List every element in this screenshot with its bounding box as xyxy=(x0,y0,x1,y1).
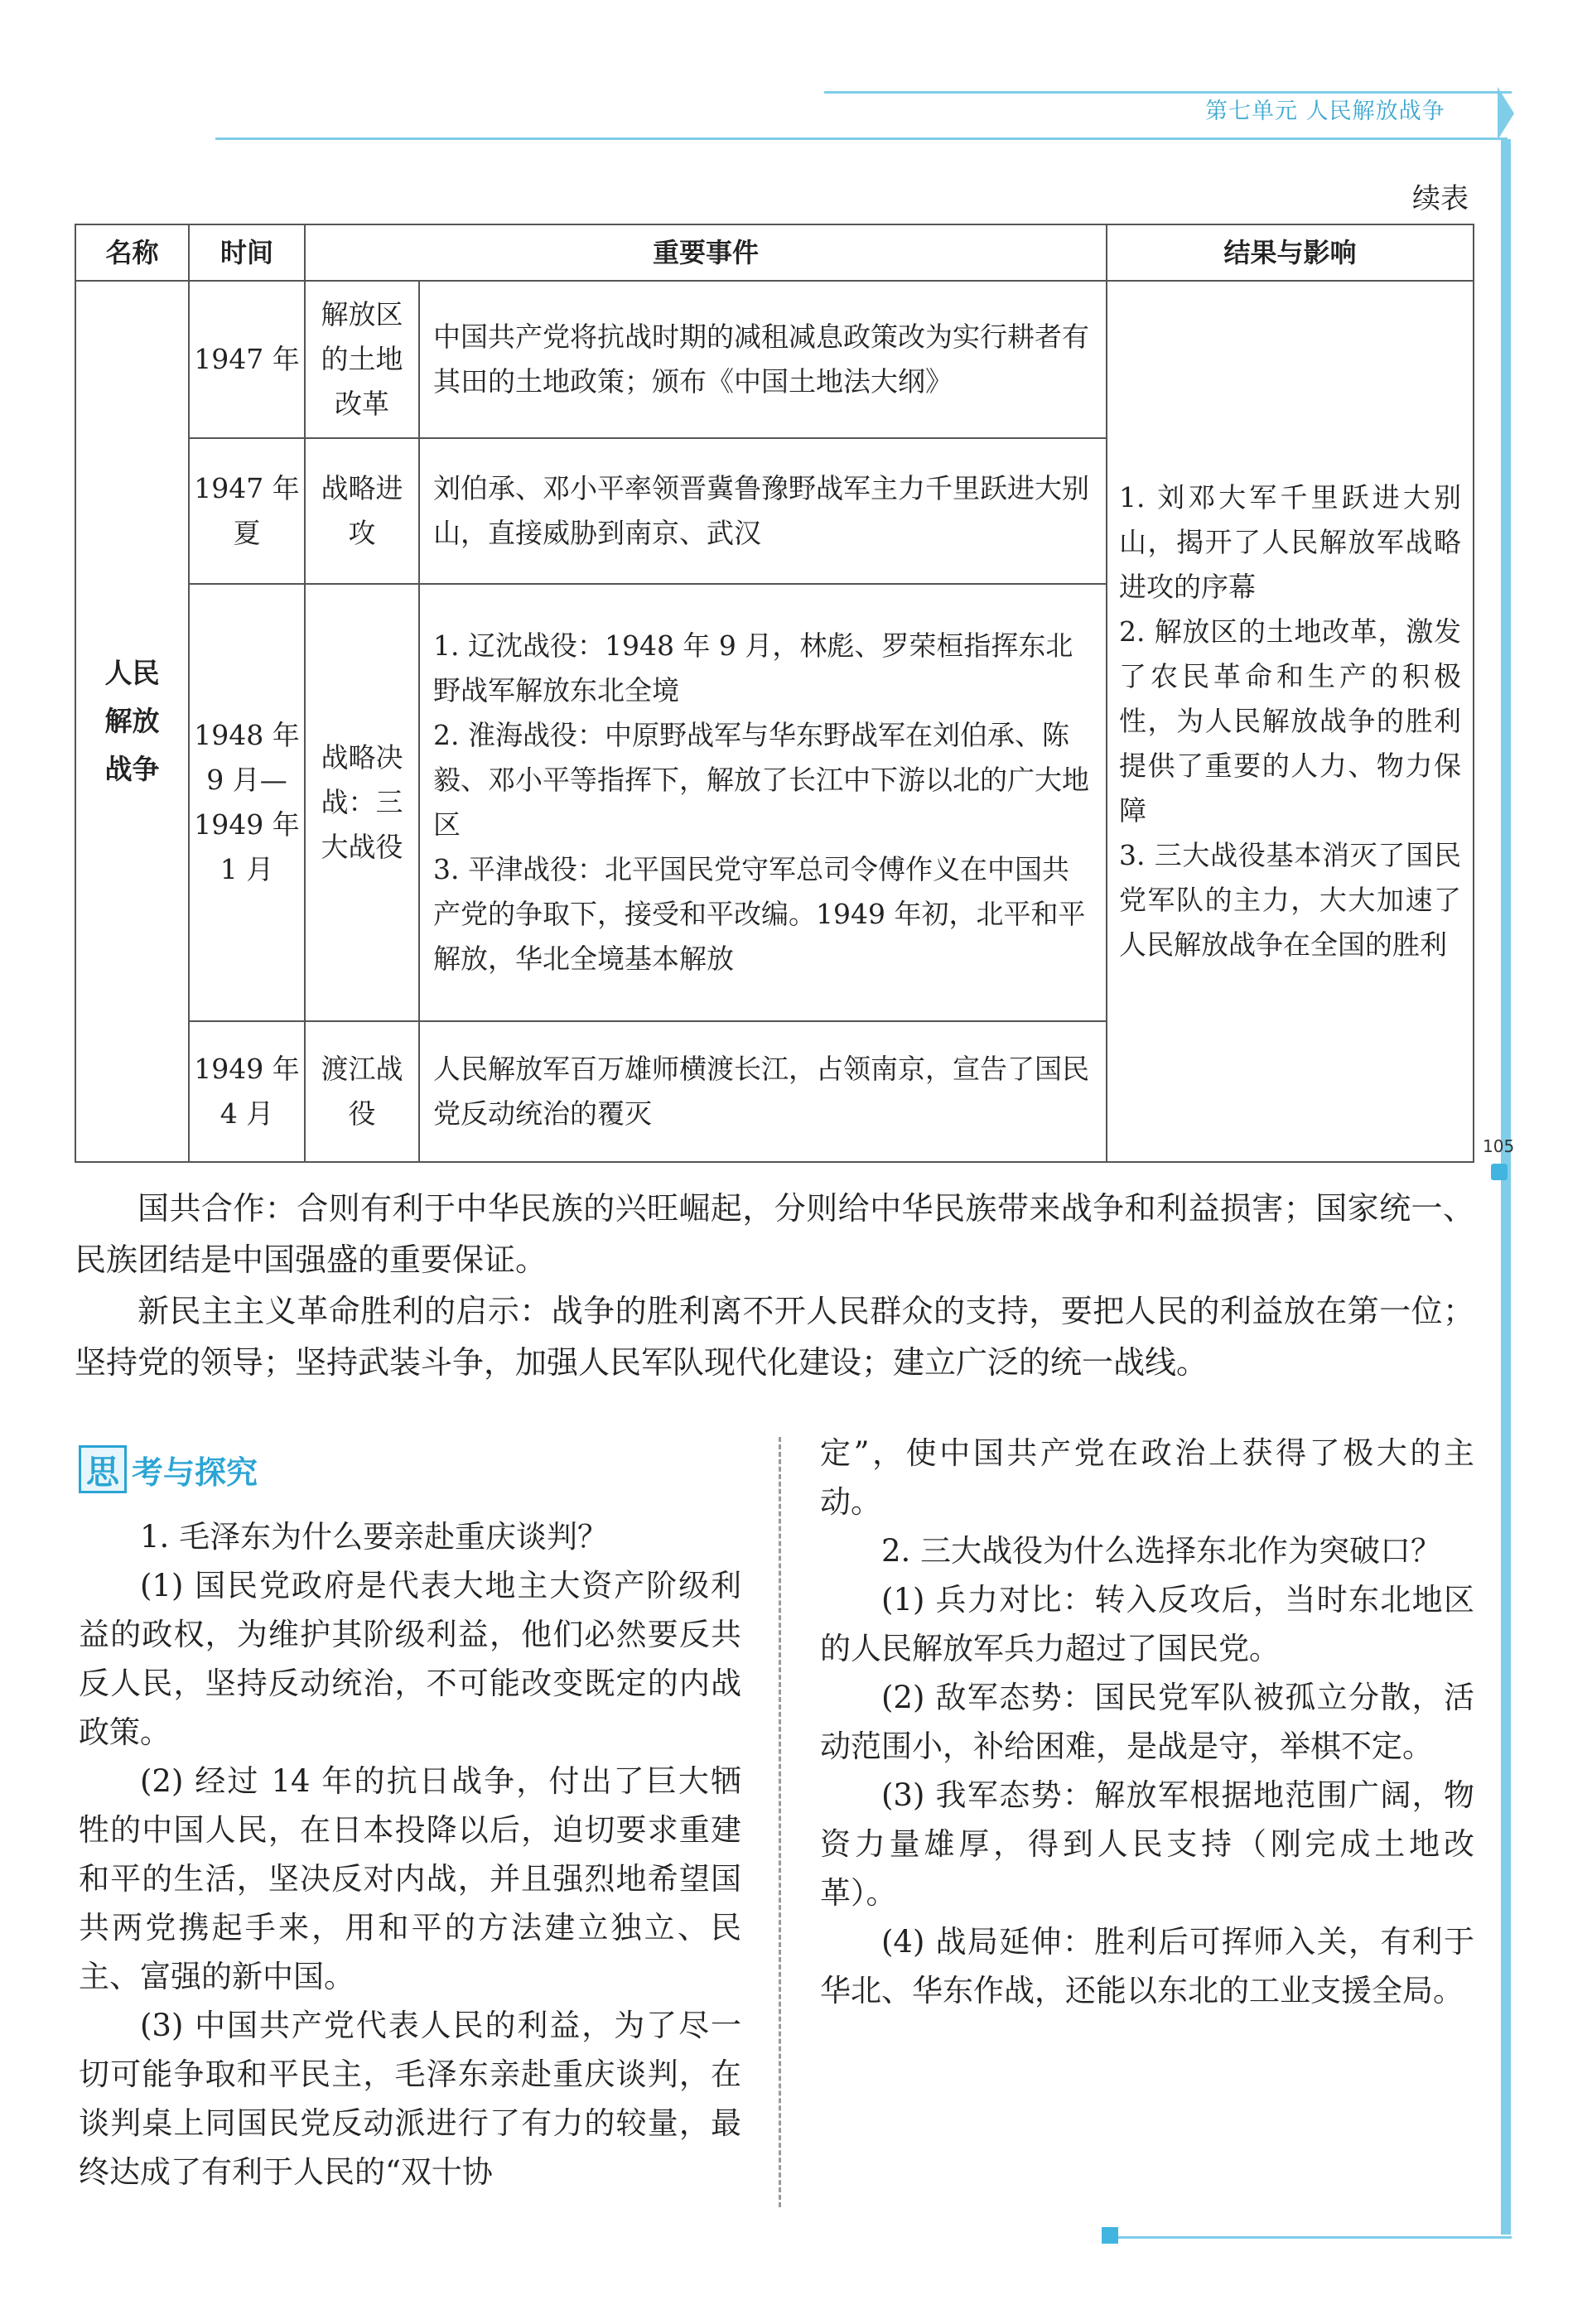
battle-item: 2. 淮海战役：中原野战军与华东野战军在刘伯承、陈毅、邓小平等指挥下，解放了长江中下游以北的广大地区 xyxy=(433,719,1089,841)
side-bar xyxy=(1501,139,1511,2235)
battle-item: 1. 辽沈战役：1948 年 9 月，林彪、罗荣桓指挥东北野战军解放东北全境 xyxy=(433,629,1073,706)
table-header-row xyxy=(75,224,1474,281)
continued-label: 续表 xyxy=(1412,182,1469,215)
battle-item: 3. 平津战役：北平国民党守军总司令傅作义在中国共产党的争取下，接受和平改编。1949 年初，北平和平解放，华北全境基本解放 xyxy=(433,853,1086,975)
answer-point: (3) 我军态势：解放军根据地范围广阔，物资力量雄厚，得到人民支持（刚完成土地改革）。 xyxy=(820,1777,1474,1911)
header-name: 名称 xyxy=(75,224,189,281)
paragraph-cooperation: 国共合作：合则有利于中华民族的兴旺崛起，分则给中华民族带来战争和利益损害；国家统一、民族团结是中国强盛的重要保证。 xyxy=(75,1190,1474,1278)
table-row xyxy=(75,281,1474,438)
think-icon: 思 xyxy=(79,1445,127,1493)
answer-point: (1) 兵力对比：转入反攻后，当时东北地区的人民解放军兵力超过了国民党。 xyxy=(820,1582,1474,1666)
unit-title: 第七单元 人民解放战争 xyxy=(1205,99,1445,124)
row-type: 解放区的土地改革 xyxy=(305,281,419,438)
row-time: 1948 年 9 月—1949 年 1 月 xyxy=(189,584,305,1021)
row-type: 战略进攻 xyxy=(305,438,419,584)
footer-marker xyxy=(1102,2227,1118,2244)
column-divider xyxy=(779,1437,781,2207)
row-type: 战略决战：三大战役 xyxy=(305,584,419,1021)
question: 1. 毛泽东为什么要亲赴重庆谈判？ xyxy=(140,1519,609,1555)
result-cell xyxy=(1107,281,1474,1162)
header-time: 时间 xyxy=(189,224,305,281)
section-title: 考与探究 xyxy=(132,1454,258,1491)
row-desc: 中国共产党将抗战时期的减租减息政策改为实行耕者有其田的土地政策；颁布《中国土地法大纲》 xyxy=(419,281,1107,438)
row-time: 1947 年 xyxy=(189,281,305,438)
question: 2. 三大战役为什么选择东北作为突破口？ xyxy=(881,1533,1442,1569)
result-item: 2. 解放区的土地改革，激发了农民革命和生产的积极性，为人民解放战争的胜利提供了重要的人力、物力保障 xyxy=(1119,615,1461,827)
answer-point: (3) 中国共产党代表人民的利益，为了尽一切可能争取和平民主，毛泽东亲赴重庆谈判，在谈判桌上同国民党反动派进行了有力的较量，最终达成了有利于人民的“双十协 xyxy=(79,2008,741,2190)
header-tab xyxy=(1498,87,1514,140)
row-time: 1947 年夏 xyxy=(189,438,305,584)
answer-point: (4) 战局延伸：胜利后可挥师入关，有利于华北、华东作战，还能以东北的工业支援全局。 xyxy=(820,1924,1474,2008)
section-heading xyxy=(79,1444,258,1494)
header-event: 重要事件 xyxy=(305,224,1107,281)
war-name: 人民 解放 战争 xyxy=(75,281,189,1162)
row-type: 渡江战役 xyxy=(305,1021,419,1162)
row-time: 1949 年 4 月 xyxy=(189,1021,305,1162)
row-desc xyxy=(419,584,1107,1021)
paragraph-revolution: 新民主主义革命胜利的启示：战争的胜利离不开人民群众的支持，要把人民的利益放在第一位；坚持党的领导；坚持武装斗争，加强人民军队现代化建设；建立广泛的统一战线。 xyxy=(75,1293,1474,1381)
header-result: 结果与影响 xyxy=(1107,224,1474,281)
result-item: 3. 三大战役基本消灭了国民党军队的主力，大大加速了人民解放战争在全国的胜利 xyxy=(1119,839,1461,961)
header-rule xyxy=(215,137,1508,140)
answer-point: (2) 经过 14 年的抗日战争，付出了巨大牺牲的中国人民，在日本投降以后，迫切要求重建和平的生活，坚决反对内战，并且强烈地希望国共两党携起手来，用和平的方法建立独立、民主、富强的新中国。 xyxy=(79,1763,741,1994)
left-column xyxy=(79,1512,741,2196)
page-number: 105 xyxy=(1483,1136,1515,1156)
page-marker xyxy=(1491,1164,1508,1180)
answer-continued: 定”，使中国共产党在政治上获得了极大的主动。 xyxy=(820,1435,1474,1520)
row-desc: 人民解放军百万雄师横渡长江，占领南京，宣告了国民党反动统治的覆灭 xyxy=(419,1021,1107,1162)
footer-rule xyxy=(1110,2236,1512,2239)
right-column xyxy=(820,1429,1474,2015)
war-table xyxy=(75,224,1474,1163)
answer-point: (2) 敌军态势：国民党军队被孤立分散，活动范围小，补给困难，是战是守，举棋不定。 xyxy=(820,1680,1474,1764)
answer-point: (1) 国民党政府是代表大地主大资产阶级利益的政权，为维护其阶级利益，他们必然要反共反人民，坚持反动统治，不可能改变既定的内战政策。 xyxy=(79,1568,741,1750)
result-item: 1. 刘邓大军千里跃进大别山，揭开了人民解放军战略进攻的序幕 xyxy=(1119,481,1461,603)
row-desc: 刘伯承、邓小平率领晋冀鲁豫野战军主力千里跃进大别山，直接威胁到南京、武汉 xyxy=(419,438,1107,584)
